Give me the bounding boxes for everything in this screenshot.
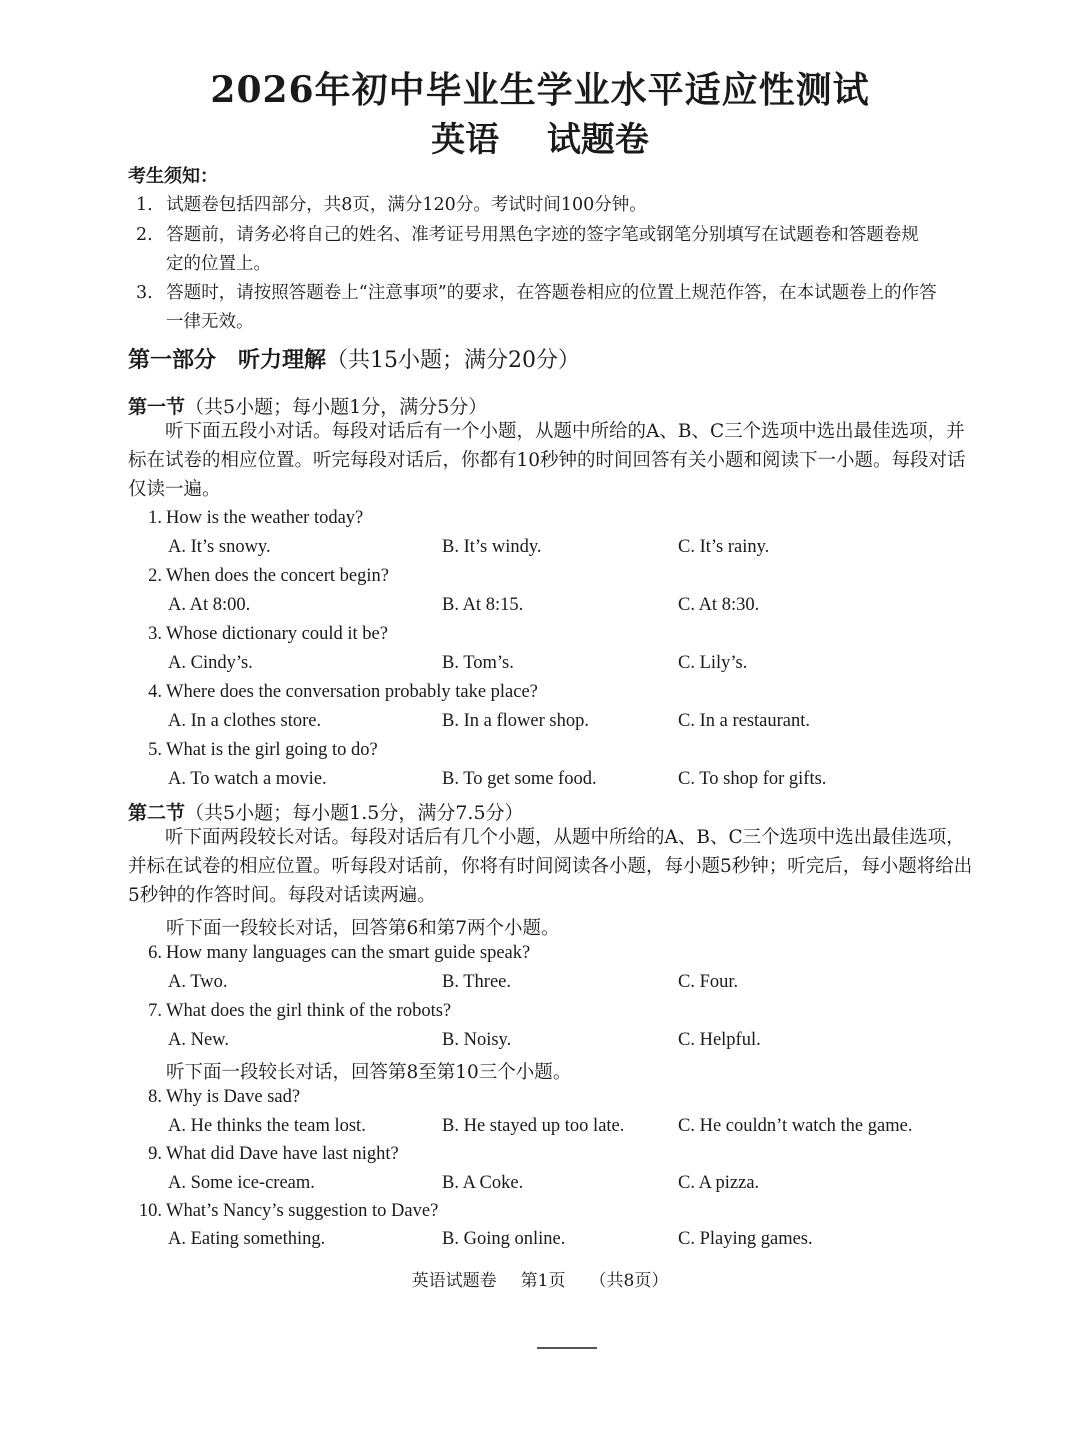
notice-item-number: 1. (136, 195, 153, 215)
notice-item-3-cont: 一律无效。 (166, 312, 254, 332)
section-one-heading (128, 392, 487, 419)
question-5 (126, 740, 378, 761)
question-text: How many languages can the smart guide speak? (166, 943, 531, 963)
question-7 (126, 1001, 451, 1022)
option-c: C. Four. (678, 972, 739, 992)
question-9 (126, 1144, 399, 1165)
notice-item-text: 答题时，请按照答题卷上“注意事项”的要求，在答题卷相应的位置上规范作答，在本试题卷上的作答 (166, 283, 937, 303)
dialog-two-note: 听下面一段较长对话，回答第8至第10三个小题。 (166, 1062, 572, 1083)
question-number: 9. (148, 1144, 162, 1164)
option-b: B. At 8:15. (442, 595, 524, 615)
section-two-detail: （共5小题；每小题1.5分，满分7.5分） (185, 802, 524, 824)
question-2 (126, 566, 389, 587)
option-c: C. Helpful. (678, 1030, 761, 1050)
notice-item-text: 答题前，请务必将自己的姓名、准考证号用黑色字迹的签字笔或钢笔分别填写在试题卷和答题卷规 (166, 225, 919, 245)
footer-total-pages: （共8页） (589, 1271, 669, 1291)
option-c: C. Playing games. (678, 1229, 813, 1249)
option-c: C. It’s rainy. (678, 537, 770, 557)
option-c: C. To shop for gifts. (678, 769, 827, 789)
question-text: What does the girl think of the robots? (166, 1001, 452, 1021)
question-number: 6. (148, 943, 162, 963)
notice-item-number: 2. (136, 225, 153, 245)
option-b: B. Three. (442, 972, 512, 992)
section-two-heading (128, 798, 524, 825)
option-c: C. At 8:30. (678, 595, 760, 615)
page-footer (0, 1266, 1080, 1291)
question-number: 5. (148, 740, 162, 760)
option-c: C. In a restaurant. (678, 711, 811, 731)
question-text: What is the girl going to do? (166, 740, 378, 760)
notice-item-1 (136, 191, 647, 216)
question-text: Whose dictionary could it be? (166, 624, 388, 644)
option-a: A. Cindy’s. (168, 653, 253, 673)
question-6 (126, 943, 530, 964)
question-number: 7. (148, 1001, 162, 1021)
notice-item-2 (136, 221, 919, 246)
option-a: A. In a clothes store. (168, 711, 322, 731)
exam-title: 2026年初中毕业生学业水平适应性测试 (210, 69, 870, 111)
question-text: Where does the conversation probably take place? (166, 682, 538, 702)
question-number: 1. (148, 508, 162, 528)
option-b: B. A Coke. (442, 1173, 524, 1193)
notice-item-3 (136, 279, 937, 304)
question-text: What did Dave have last night? (166, 1144, 399, 1164)
option-a: A. It’s snowy. (168, 537, 271, 557)
question-1 (126, 508, 363, 529)
notice-item-number: 3. (136, 283, 153, 303)
notice-heading: 考生须知： (128, 166, 218, 187)
section-one-instructions: 听下面五段小对话。每段对话后有一个小题，从题中所给的A、B、C三个选项中选出最佳选项，并标在试卷的相应位置。听完每段对话后，你都有10秒钟的时间回答有关小题和阅读下一小题。每段对话仅读一遍。 (128, 421, 966, 500)
option-a: A. Some ice-cream. (168, 1173, 315, 1193)
question-number: 2. (148, 566, 162, 586)
part-one-title: 第一部分 听力理解 (128, 347, 327, 373)
option-b: B. Going online. (442, 1229, 566, 1249)
footer-paper-name: 英语试题卷 (411, 1271, 497, 1291)
exam-subtitle (0, 112, 1080, 161)
option-b: B. To get some food. (442, 769, 597, 789)
option-b: B. He stayed up too late. (442, 1116, 625, 1136)
section-one-detail: （共5小题；每小题1分，满分5分） (185, 396, 488, 418)
question-3 (126, 624, 388, 645)
option-a: A. He thinks the team lost. (168, 1116, 366, 1136)
question-number: 4. (148, 682, 162, 702)
option-c: C. A pizza. (678, 1173, 760, 1193)
question-number: 10. (138, 1201, 162, 1221)
question-number: 8. (148, 1087, 162, 1107)
question-text: How is the weather today? (166, 508, 364, 528)
option-b: B. In a flower shop. (442, 711, 589, 731)
option-a: A. Eating something. (168, 1229, 326, 1249)
option-a: A. Two. (168, 972, 228, 992)
option-a: A. At 8:00. (168, 595, 251, 615)
notice-item-text: 试题卷包括四部分，共8页，满分120分。考试时间100分钟。 (166, 195, 647, 215)
footer-page-number: 第1页 (520, 1271, 566, 1291)
section-two-title: 第二节 (128, 802, 186, 824)
option-b: B. Noisy. (442, 1030, 512, 1050)
option-c: C. He couldn’t watch the game. (678, 1116, 913, 1136)
bottom-divider (537, 1347, 597, 1349)
part-one-heading (128, 343, 580, 374)
paper-type-label: 试题卷 (546, 120, 649, 160)
question-text: What’s Nancy’s suggestion to Dave? (166, 1201, 439, 1221)
option-c: C. Lily’s. (678, 653, 748, 673)
option-a: A. To watch a movie. (168, 769, 327, 789)
question-number: 3. (148, 624, 162, 644)
section-two-instructions: 听下面两段较长对话。每段对话后有几个小题，从题中所给的A、B、C三个选项中选出最佳选项，并标在试卷的相应位置。听每段对话前，你将有时间阅读各小题，每小题5秒钟；听完后，每小题将给出5秒钟的作答时间。每段对话读两遍。 (128, 827, 973, 906)
question-8 (126, 1087, 300, 1108)
section-one-title: 第一节 (128, 396, 186, 418)
question-text: When does the concert begin? (166, 566, 389, 586)
option-b: B. Tom’s. (442, 653, 514, 673)
question-4 (126, 682, 538, 703)
part-one-detail: （共15小题；满分20分） (326, 348, 581, 373)
option-b: B. It’s windy. (442, 537, 542, 557)
subject-label: 英语 (431, 120, 500, 160)
option-a: A. New. (168, 1030, 229, 1050)
question-10 (126, 1201, 438, 1222)
dialog-one-note: 听下面一段较长对话，回答第6和第7两个小题。 (166, 918, 560, 939)
notice-item-2-cont: 定的位置上。 (166, 254, 271, 274)
question-text: Why is Dave sad? (166, 1087, 301, 1107)
